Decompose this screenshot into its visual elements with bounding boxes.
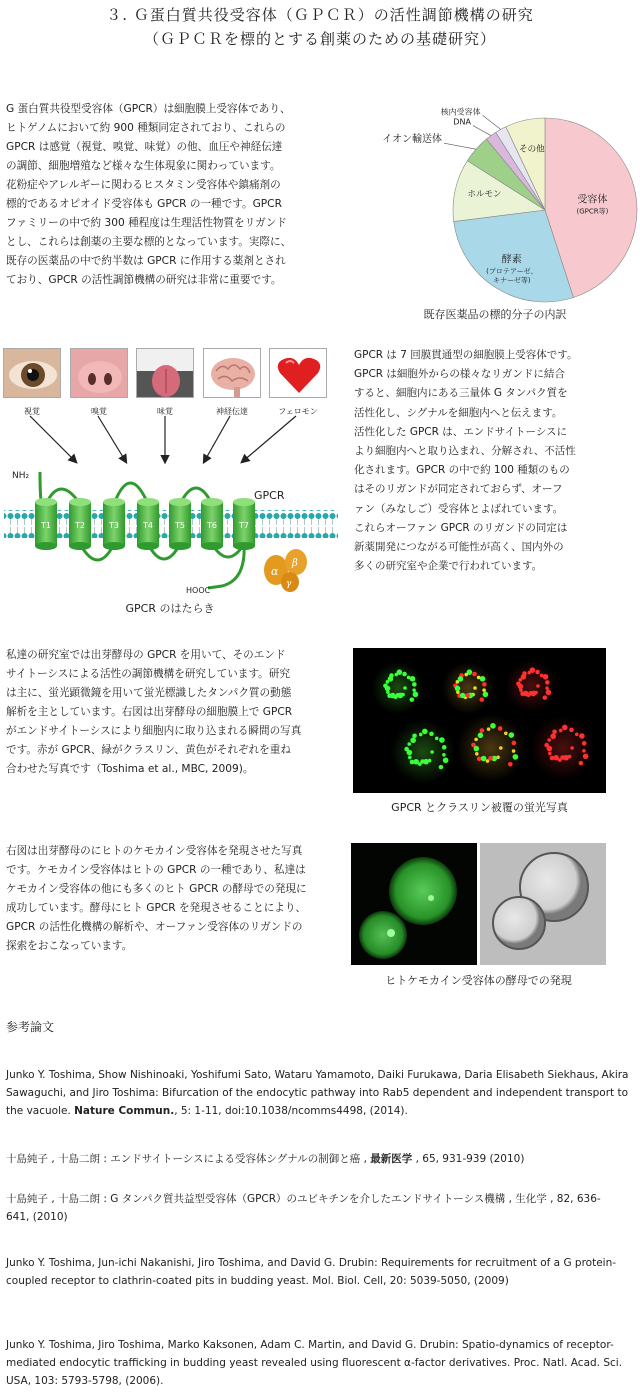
helix-label: T5 bbox=[175, 521, 185, 530]
icon-label-neuro: 神経伝達 bbox=[216, 407, 248, 416]
fluorescent-spot bbox=[535, 670, 540, 675]
helix-label: T1 bbox=[41, 521, 51, 530]
fluorescent-spot bbox=[458, 676, 464, 682]
helix-label: T4 bbox=[143, 521, 153, 530]
helix-label: T6 bbox=[207, 521, 217, 530]
fluorescent-spot bbox=[482, 688, 486, 692]
fluorescent-spot bbox=[508, 762, 513, 767]
pie-label: 酵素 bbox=[501, 254, 522, 266]
g-gamma-label: γ bbox=[286, 579, 292, 589]
yeast-text-line: 解析を主としています。右図は出芽酵母の細胞膜上で GPCR bbox=[6, 706, 293, 718]
intro-line: とし、これらは創薬の主要な標的となっています。実際に、 bbox=[6, 236, 292, 248]
gpcr-text-line: 活性化した GPCR は、エンドサイトーシスに bbox=[354, 425, 568, 438]
chemokine-text-line: 探索をおこなっています。 bbox=[6, 940, 133, 952]
fluorescent-spot bbox=[394, 673, 398, 677]
helix-bottom bbox=[103, 542, 125, 550]
fluorescent-spot bbox=[546, 690, 552, 696]
reference-text: 十島純子 , 十島二朗 : G タンパク質共益型受容体（GPCR）のユビキチンを介したエンドサイトーシス機構 , 生化学 , 82, 636-641, (2010) bbox=[6, 1193, 601, 1223]
intro-line: の調節、細胞増殖など様々な生体現象に関わっています。 bbox=[6, 160, 281, 172]
g-beta-label: β bbox=[292, 558, 298, 569]
fluorescent-spot bbox=[407, 742, 411, 746]
fluorescent-spot bbox=[455, 686, 461, 692]
fluorescent-spot bbox=[412, 688, 416, 692]
fluorescent-spot bbox=[442, 753, 446, 757]
fluorescent-spot bbox=[460, 693, 466, 699]
yeast-text-line: 私達の研究室では出芽酵母の GPCR を用いて、そのエンド bbox=[6, 649, 286, 661]
arrow bbox=[30, 416, 76, 462]
fluorescent-spot bbox=[498, 726, 503, 731]
fluorescent-spot bbox=[523, 691, 529, 697]
fluorescent-spot bbox=[509, 732, 515, 738]
intro-line: 標的であるオピオイド受容体も GPCR の一種です。GPCR bbox=[6, 198, 282, 210]
yeast-text-line: がエンドサイトーシスにより細胞内に取り込まれる瞬間の写真 bbox=[6, 725, 302, 737]
helix-bottom bbox=[169, 542, 191, 550]
fluorescent-spot bbox=[550, 733, 556, 739]
yeast-text-line: サイトーシスによる活性の調節機構を研究しています。研究 bbox=[6, 668, 290, 680]
reference-text: , 65, 931-939 (2010) bbox=[412, 1153, 525, 1165]
chemokine-text-line: です。ケモカイン受容体はヒトの GPCR の一種であり、私達は bbox=[6, 864, 306, 876]
fluorescent-spot bbox=[504, 731, 508, 735]
fluorescent-spot bbox=[512, 741, 517, 746]
fluorescent-spot bbox=[475, 752, 479, 756]
yeast-paragraph bbox=[6, 646, 350, 779]
fluorescent-spot bbox=[422, 729, 428, 735]
fluorescence-caption: GPCR とクラスリン被覆の蛍光写真 bbox=[391, 801, 568, 814]
fluorescent-spot bbox=[410, 676, 416, 682]
gpcr-text-line: GPCR は細胞外からの様々なリガンドに結合 bbox=[354, 368, 565, 381]
reference-item bbox=[6, 1254, 636, 1290]
helix-label: T2 bbox=[75, 521, 85, 530]
gpcr-text-line: はそのリガンドが同定されておらず、オーフ bbox=[354, 483, 563, 496]
chemokine-photo bbox=[351, 843, 606, 965]
fluorescent-spot bbox=[486, 759, 490, 763]
gpcr-figure bbox=[0, 344, 340, 624]
icon-label-vision: 視覚 bbox=[24, 407, 40, 416]
fluorescent-spot bbox=[562, 725, 568, 731]
fluorescent-spot bbox=[582, 741, 587, 746]
reference-text: Junko Y. Toshima, Show Nishinoaki, Yoshifumi Sato, Wataru Yamamoto, Daiki Furukawa, Daria Elisabeth Siekhaus, Akira Sawaguchi, and Jiro Toshima: Bifurcation of the endocytic pathway into Rab5 dependent and independent transport to the vacuole. bbox=[6, 1069, 629, 1117]
fluorescent-spot bbox=[513, 754, 519, 760]
fluorescent-spot bbox=[536, 684, 540, 688]
reference-item bbox=[6, 1150, 636, 1168]
hooc-label: HOOC bbox=[186, 586, 211, 595]
intro-line: ており、GPCR の活性調節機構の研究は非常に重要です。 bbox=[6, 274, 282, 286]
fluorescent-spot bbox=[583, 753, 589, 759]
fluorescent-spot bbox=[560, 755, 565, 760]
fluorescent-spot bbox=[518, 684, 524, 690]
fluorescent-spot bbox=[429, 732, 434, 737]
pie-label: ホルモン bbox=[467, 189, 502, 200]
intro-line: ヒトゲノムにおいて約 900 種類同定されており、これらの bbox=[6, 122, 286, 134]
helix-bottom bbox=[201, 542, 223, 550]
reference-journal: Nature Commun. bbox=[74, 1105, 175, 1117]
helix-label: T3 bbox=[109, 521, 119, 530]
helix-label: T7 bbox=[239, 521, 249, 530]
fluorescent-spot bbox=[570, 746, 574, 750]
helix-top bbox=[233, 498, 255, 506]
fluorescent-spot bbox=[388, 676, 394, 682]
intro-line: ファミリーの中で約 300 種程度は生理活性物質をリガンド bbox=[6, 217, 287, 229]
intro-line: GPCR は感覚（視覚、嗅覚、味覚）の他、血圧や神経伝達 bbox=[6, 141, 283, 153]
pie-label: 受容体 bbox=[577, 194, 608, 206]
reference-journal: 最新医学 bbox=[370, 1153, 413, 1165]
fluorescent-spot bbox=[479, 697, 484, 702]
reference-item bbox=[6, 1066, 636, 1120]
pie-label: DNA bbox=[453, 117, 471, 127]
icon-label-smell: 嗅覚 bbox=[91, 407, 107, 416]
pie-leader-line bbox=[483, 115, 501, 129]
fluorescent-spot bbox=[478, 733, 484, 739]
arrow bbox=[204, 416, 230, 462]
fluorescent-spot bbox=[409, 697, 414, 702]
fluorescent-spot bbox=[407, 750, 413, 756]
fluorescent-spot bbox=[402, 672, 407, 677]
fluorescent-spot bbox=[559, 729, 563, 733]
gpcr-figure-caption: GPCR のはたらき bbox=[125, 602, 215, 615]
fluorescent-spot bbox=[552, 729, 557, 734]
reference-item bbox=[6, 1190, 616, 1226]
fluorescence-photo bbox=[353, 648, 606, 793]
fluorescent-spot bbox=[439, 765, 444, 770]
fluorescent-spot bbox=[430, 750, 434, 754]
helix-bottom bbox=[233, 542, 255, 550]
fluorescent-spot bbox=[553, 755, 559, 761]
fluorescent-spot bbox=[407, 676, 411, 680]
pie-leader-line bbox=[473, 126, 491, 136]
reference-text: Junko Y. Toshima, Jiro Toshima, Marko Kaksonen, Adam C. Martin, and David G. Drubin: Spatio-dynamics of receptor-mediated endocytic trafficking in budding yeast revealed using fluorescent α-factor derivatives. Proc. Natl. Acad. Sci. USA, 103: 5793-5798, (2006). bbox=[6, 1339, 623, 1387]
gpcr-diagram bbox=[0, 344, 340, 624]
g-alpha-label: α bbox=[271, 565, 279, 578]
gpcr-text-line: 多くの研究室や企業で行われています。 bbox=[354, 560, 543, 573]
gpcr-text-line: GPCR は 7 回膜貫通型の細胞膜上受容体です。 bbox=[354, 349, 578, 361]
fluorescent-spot bbox=[527, 671, 531, 675]
fluorescent-spot bbox=[412, 682, 417, 687]
pie-label: (プロテアーゼ、 bbox=[486, 267, 538, 276]
fluorescent-spot bbox=[464, 673, 468, 677]
fluorescent-spot bbox=[487, 727, 491, 731]
fluorescent-spot bbox=[477, 757, 482, 762]
fluorescent-spot bbox=[474, 738, 478, 742]
helix-top bbox=[137, 498, 159, 506]
reference-text: , 5: 1-11, doi:10.1038/ncomms4498, (2014). bbox=[174, 1105, 408, 1117]
helix-bottom bbox=[137, 542, 159, 550]
chemokine-paragraph bbox=[6, 842, 350, 956]
fluorescent-spot bbox=[579, 733, 585, 739]
fluorescent-spot bbox=[408, 756, 412, 760]
references-heading: 参考論文 bbox=[6, 1020, 55, 1034]
reference-text: 十島純子 , 十島二朗 : エンドサイトーシスによる受容体シグナルの制御と癌 , bbox=[6, 1153, 371, 1165]
fluorescent-spot bbox=[547, 746, 553, 752]
chemokine-text-line: ケモカイン受容体の他にも多くのヒト GPCR の酵母での発現に bbox=[6, 883, 307, 895]
gpcr-text-line: 新薬開発につながる可能性が高く、国内外の bbox=[354, 541, 564, 554]
gpcr-label: GPCR bbox=[254, 489, 285, 502]
helix-top bbox=[69, 498, 91, 506]
fluorescent-spot bbox=[390, 693, 396, 699]
fluorescent-spot bbox=[477, 676, 481, 680]
fluorescent-spot bbox=[547, 738, 551, 742]
helix-top bbox=[169, 498, 191, 506]
intro-line: 花粉症やアレルギーに関わるヒスタミン受容体や鎮痛剤の bbox=[6, 179, 281, 191]
fluorescent-spot bbox=[420, 759, 425, 764]
yeast-text-line: は主に、蛍光顕微鏡を用いて蛍光標識したタンパク質の動態 bbox=[6, 687, 292, 699]
gpcr-text-line: より細胞内へと取り込まれ、分解され、不活性 bbox=[354, 445, 576, 458]
gpcr-text-line: ァン（みなしご）受容体とよばれています。 bbox=[354, 502, 564, 515]
reference-item bbox=[6, 1336, 640, 1390]
fluorescent-spot bbox=[521, 674, 527, 680]
fluorescent-spot bbox=[472, 672, 477, 677]
page-title: ３. Ｇ蛋白質共役受容体（ＧＰＣＲ）の活性調節機構の研究 bbox=[106, 6, 534, 24]
pie-label: (GPCR等) bbox=[576, 207, 609, 216]
chemokine-text-line: 成功しています。酵母にヒト GPCR を発現させることにより、 bbox=[6, 902, 307, 914]
fluorescent-spot bbox=[579, 761, 584, 766]
fluorescent-spot bbox=[490, 723, 496, 729]
gpcr-description bbox=[354, 346, 640, 576]
chemokine-text-line: 右図は出芽酵母のにヒトのケモカイン受容体を発現させた写真 bbox=[6, 845, 303, 857]
fluorescent-spot bbox=[474, 746, 480, 752]
fluorescent-spot bbox=[575, 733, 579, 737]
fluorescent-spot bbox=[395, 693, 400, 698]
fluorescent-spot bbox=[542, 695, 547, 700]
gpcr-text-line: 活性化し、シグナルを細胞内へと伝えます。 bbox=[354, 406, 563, 419]
gpcr-text-line: すると、細胞内にある三量体 G タンパク質を bbox=[354, 387, 568, 400]
fluorescent-spot bbox=[442, 745, 447, 750]
pie-label: その他 bbox=[519, 144, 545, 155]
fluorescent-spot bbox=[385, 686, 391, 692]
helix-top bbox=[201, 498, 223, 506]
chemokine-caption: ヒトケモカイン受容体の酵母での発現 bbox=[385, 974, 572, 987]
icon-label-taste: 味覚 bbox=[157, 407, 173, 416]
reference-text: Junko Y. Toshima, Jun-ichi Nakanishi, Jiro Toshima, and David G. Drubin: Requirements for recruitment of a G protein-coupled receptor to clathrin-coated pits in budding yeast. Mol. Biol. Cell, 20: 5039-5050, (2009) bbox=[6, 1257, 617, 1287]
pie-leader-line bbox=[444, 143, 476, 149]
fluorescent-spot bbox=[403, 686, 407, 690]
fluorescent-spot bbox=[545, 680, 550, 685]
fluorescent-spot bbox=[435, 737, 439, 741]
fluorescent-spot bbox=[465, 693, 470, 698]
fluorescent-spot bbox=[569, 728, 574, 733]
fluorescent-spot bbox=[488, 756, 493, 761]
yeast-text-line: 合わせた写真です（Toshima et al., MBC, 2009)。 bbox=[6, 763, 254, 775]
fluorescent-spot bbox=[512, 749, 516, 753]
fluorescent-spot bbox=[473, 686, 477, 690]
chemokine-text-line: GPCR の活性化機構の解析や、オーファン受容体のリガンドの bbox=[6, 921, 303, 933]
fluorescent-spot bbox=[439, 737, 445, 743]
fluorescent-spot bbox=[419, 733, 423, 737]
fluorescent-spot bbox=[412, 733, 417, 738]
drug-target-pie-chart bbox=[345, 88, 640, 303]
fluorescent-spot bbox=[543, 674, 549, 680]
fluorescent-spot bbox=[480, 676, 486, 682]
arrow bbox=[98, 416, 126, 462]
yeast-text-line: です。赤が GPCR、緑がクラスリン、黄色がそれぞれを重ね bbox=[6, 744, 291, 756]
gpcr-text-line: これらオーファン GPCR のリガンドの同定は bbox=[354, 521, 568, 534]
fluorescent-spot bbox=[499, 746, 503, 750]
fluorescent-spot bbox=[528, 691, 533, 696]
nh2-label: NH₂ bbox=[12, 471, 30, 481]
fluorescent-spot bbox=[410, 737, 416, 743]
arrow bbox=[242, 416, 296, 462]
fluorescent-spot bbox=[413, 759, 419, 765]
helix-bottom bbox=[69, 542, 91, 550]
gpcr-text-line: 化されます。GPCR の中で約 100 種類のもの bbox=[354, 464, 570, 477]
fluorescent-spot bbox=[443, 757, 449, 763]
fluorescent-spot bbox=[548, 752, 552, 756]
pie-caption: 既存医薬品の標的分子の内訳 bbox=[423, 308, 567, 321]
icon-label-pheromone: フェロモン bbox=[278, 407, 318, 416]
helix-top bbox=[103, 498, 125, 506]
pie-label: 核内受容体 bbox=[440, 107, 481, 117]
pie-label: キナーゼ等) bbox=[492, 276, 531, 285]
page-subtitle: （ＧＰＣＲを標的とする創薬のための基礎研究） bbox=[143, 30, 496, 48]
fluorescent-spot bbox=[545, 686, 549, 690]
fluorescent-spot bbox=[413, 692, 419, 698]
helix-bottom bbox=[35, 542, 57, 550]
helix-top bbox=[35, 498, 57, 506]
fluorescent-spot bbox=[481, 756, 487, 762]
fluorescent-spot bbox=[540, 674, 544, 678]
fluorescent-spot bbox=[483, 692, 489, 698]
intro-line: G 蛋白質共役型受容体（GPCR）は細胞膜上受容体であり、 bbox=[6, 103, 291, 115]
pie-label: イオン輸送体 bbox=[382, 134, 442, 146]
intro-line: 既存の医薬品の中で約半数は GPCR に作用する薬剤とされ bbox=[6, 255, 286, 267]
fluorescent-spot bbox=[582, 749, 586, 753]
intro-paragraph bbox=[6, 100, 346, 290]
fluorescent-spot bbox=[482, 682, 487, 687]
fluorescent-spot bbox=[480, 728, 485, 733]
